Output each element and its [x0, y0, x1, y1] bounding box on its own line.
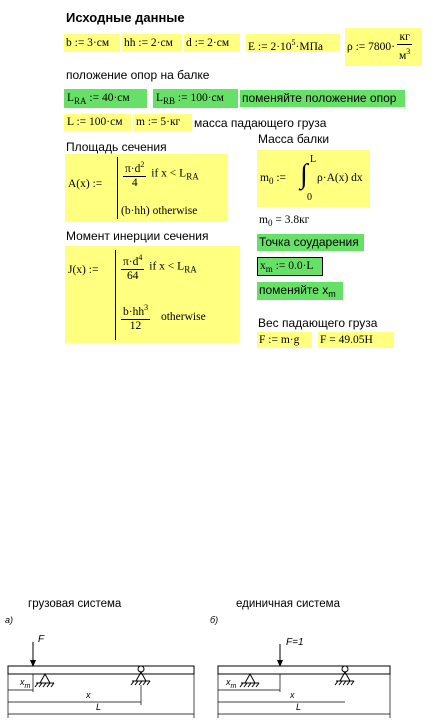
right-x-label: x	[290, 690, 295, 700]
area-num-text: π·d	[125, 163, 141, 175]
left-xm-text: x	[20, 677, 25, 687]
mass-lhs	[260, 172, 286, 186]
param-L[interactable]	[64, 114, 131, 131]
xm-label: x	[260, 260, 266, 272]
inertia-cond: if x < L	[149, 260, 185, 273]
weight-formula[interactable]	[257, 332, 312, 348]
page-title: Исходные данные	[66, 10, 185, 25]
mass-lhs-text: m	[260, 172, 269, 184]
inertia-frac1-num	[121, 251, 144, 270]
inertia-num-text: π·d	[123, 256, 139, 268]
integral-sign: ∫	[300, 159, 308, 190]
inertia-frac2-den: 12	[129, 320, 142, 332]
area-cond: if x < L	[151, 167, 187, 180]
right-xm-text: x	[226, 677, 231, 687]
left-xm-sub: m	[24, 683, 31, 690]
inertia-num-exp: 4	[138, 253, 143, 262]
xm-value: := 0.0·L	[272, 260, 314, 272]
param-rho-text: ρ := 7800·	[347, 41, 395, 53]
area-formula[interactable]	[65, 154, 228, 222]
param-rho-unit	[397, 31, 412, 63]
left-force-label: F	[38, 634, 45, 645]
support-A-right	[245, 674, 255, 683]
param-b-text: b := 3·см	[66, 37, 110, 49]
impact-heading: Точка соударения	[257, 234, 364, 251]
LRB-value: := 100·см	[175, 92, 224, 104]
load-system-diagram	[0, 630, 210, 720]
rho-unit-num: кг	[399, 31, 410, 43]
rho-unit-den-text: м	[399, 50, 407, 62]
param-hh[interactable]	[122, 34, 182, 52]
right-force-label: F=1	[286, 637, 304, 648]
param-E-text: E := 2·10	[248, 41, 292, 53]
LRB-sub: RB	[163, 96, 176, 106]
mass-lhs-sub: 0	[268, 176, 274, 186]
inertia-heading: Момент инерции сечения	[66, 229, 209, 243]
LRA-label: L	[67, 92, 75, 104]
LRB-label: L	[156, 92, 164, 104]
area-case1	[121, 158, 199, 190]
inertia-frac2	[121, 301, 150, 333]
param-E[interactable]	[246, 34, 340, 52]
LRA-value: := 40·см	[86, 92, 130, 104]
right-xm-label	[226, 677, 236, 690]
area-frac-num	[123, 158, 146, 177]
integral-lower: 0	[307, 192, 312, 203]
integral-upper: L	[310, 154, 317, 165]
left-xm-label	[20, 677, 30, 690]
support-LRB[interactable]	[153, 89, 238, 108]
support-LRA[interactable]	[64, 89, 147, 108]
left-diagram-tag: а)	[5, 615, 14, 625]
rho-unit-den	[397, 45, 412, 63]
inertia-num2-exp: 3	[144, 303, 149, 312]
support-A-left	[40, 674, 50, 683]
area-frac	[123, 158, 146, 190]
mass-formula[interactable]	[257, 150, 370, 207]
LRA-sub: RA	[74, 96, 87, 106]
mass-result-value: = 3.8кг	[272, 214, 310, 226]
area-frac-den: 4	[131, 177, 138, 189]
area-cond-sub: RA	[186, 171, 199, 182]
area-bracket	[117, 157, 118, 219]
mass-assign: :=	[273, 172, 287, 184]
inertia-frac1-den: 64	[126, 270, 139, 282]
supports-heading: положение опор на балке	[66, 68, 210, 82]
left-x-label: x	[86, 690, 91, 700]
rho-unit-exp: 3	[406, 47, 411, 56]
inertia-formula[interactable]	[65, 246, 240, 343]
weight-heading: Вес падающего груза	[258, 316, 378, 330]
supports-hint: поменяйте положение опор	[240, 90, 405, 107]
param-d[interactable]	[184, 34, 240, 52]
param-L-text: L := 100·см	[67, 116, 123, 128]
param-d-text: d := 2·см	[186, 37, 230, 49]
inertia-num2-text: b·hh	[123, 306, 145, 318]
inertia-case2	[119, 301, 206, 333]
beam-left	[8, 666, 194, 674]
weight-result	[318, 332, 394, 348]
impact-hint	[257, 282, 343, 300]
param-m-text: m := 5·кг	[136, 116, 181, 128]
param-m[interactable]	[133, 114, 192, 131]
param-rho[interactable]	[345, 28, 422, 66]
inertia-frac1	[121, 251, 144, 283]
impact-hint-text: поменяйте x	[259, 283, 329, 297]
param-E-exp: 5	[291, 38, 296, 47]
mass-result	[259, 214, 309, 228]
inertia-case1	[119, 251, 197, 283]
inertia-lhs: J(x) :=	[68, 264, 99, 276]
right-diagram-tag: б)	[210, 615, 219, 625]
weight-formula-text: F := m·g	[259, 334, 300, 346]
area-case2: (b·hh) otherwise	[121, 205, 198, 217]
mass-heading: Масса балки	[258, 132, 330, 146]
m-description: масса падающего груза	[194, 116, 327, 130]
inertia-bracket	[115, 250, 116, 340]
right-xm-sub: m	[230, 683, 237, 690]
area-num-exp: 2	[140, 160, 145, 169]
area-heading: Площадь сечения	[66, 140, 167, 154]
unit-system-diagram	[210, 630, 433, 720]
left-L-label: L	[96, 702, 102, 712]
impact-xm[interactable]	[258, 258, 322, 275]
weight-result-text: F = 49.05Н	[320, 334, 373, 346]
inertia-frac2-num	[121, 301, 150, 320]
inertia-cond-sub: RA	[184, 264, 197, 275]
mass-result-sub: 0	[267, 218, 273, 228]
impact-hint-sub: m	[328, 289, 336, 299]
mass-result-lhs: m	[259, 214, 268, 226]
xm-sub: m	[265, 264, 273, 274]
param-E-unit: ·МПа	[295, 41, 324, 53]
param-hh-text: hh := 2·см	[124, 37, 173, 49]
area-lhs: A(x) :=	[68, 178, 103, 190]
right-L-label: L	[296, 702, 302, 712]
param-b[interactable]	[64, 34, 120, 52]
inertia-other: otherwise	[160, 310, 206, 323]
beam-right	[218, 666, 390, 674]
right-diagram-title: единичная система	[236, 598, 340, 610]
left-diagram-title: грузовая система	[28, 598, 122, 610]
integrand: ρ·A(x) dx	[317, 172, 363, 184]
